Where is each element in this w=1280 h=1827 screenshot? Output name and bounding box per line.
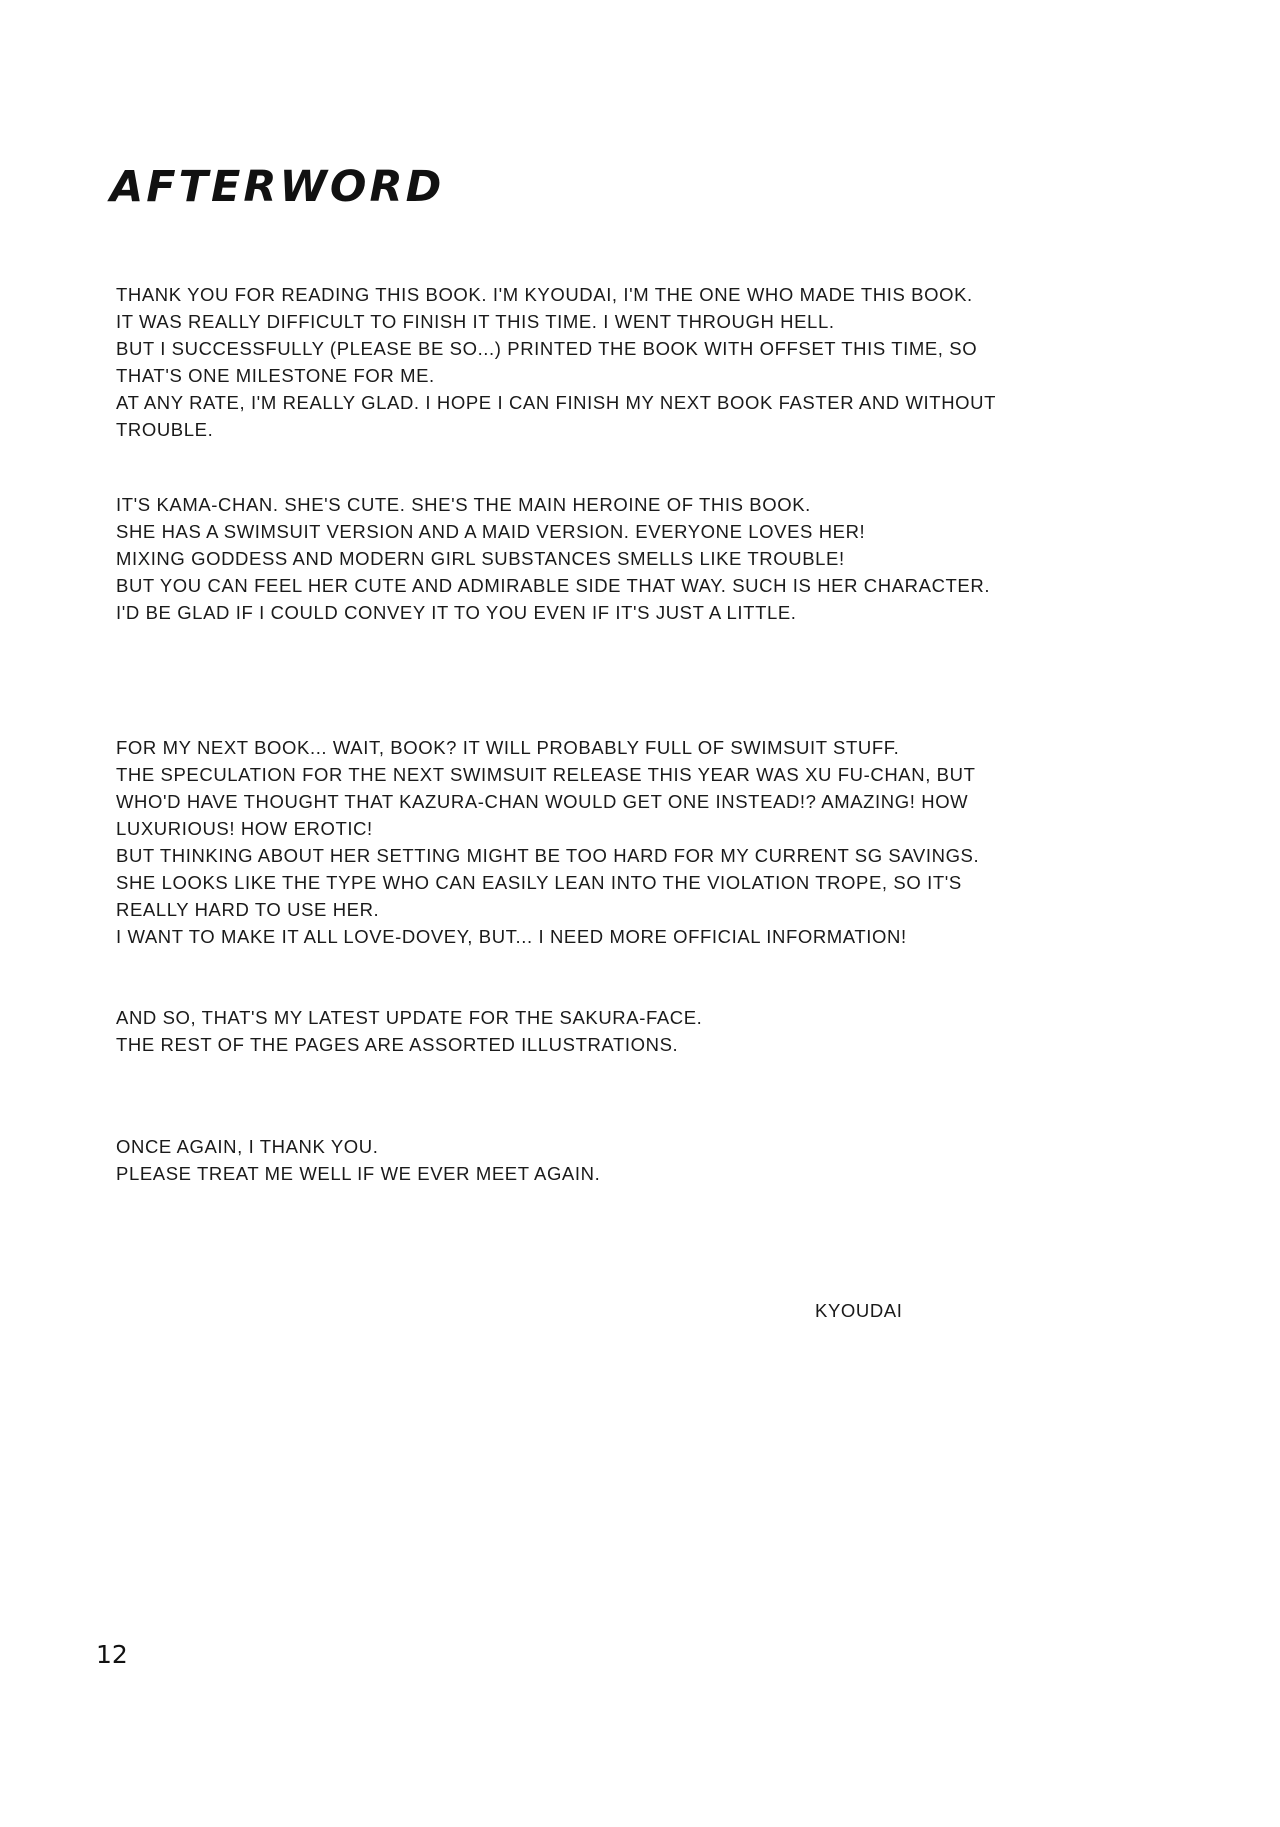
author-signature: KYOUDAI <box>815 1300 903 1321</box>
text-line: SHE LOOKS LIKE THE TYPE WHO CAN EASILY LEAN INTO THE VIOLATION TROPE, SO IT'S <box>116 872 962 893</box>
text-line: BUT YOU CAN FEEL HER CUTE AND ADMIRABLE SIDE THAT WAY. SUCH IS HER CHARACTER. <box>116 575 991 596</box>
text-line: WHO'D HAVE THOUGHT THAT KAZURA-CHAN WOULD GET ONE INSTEAD!? AMAZING! HOW <box>116 791 969 812</box>
text-line: BUT I SUCCESSFULLY (PLEASE BE SO...) PRINTED THE BOOK WITH OFFSET THIS TIME, SO <box>116 338 978 359</box>
text-line: IT WAS REALLY DIFFICULT TO FINISH IT THIS TIME. I WENT THROUGH HELL. <box>116 311 835 332</box>
text-line: I WANT TO MAKE IT ALL LOVE-DOVEY, BUT... I NEED MORE OFFICIAL INFORMATION! <box>116 926 907 947</box>
text-line: THE SPECULATION FOR THE NEXT SWIMSUIT RELEASE THIS YEAR WAS XU FU-CHAN, BUT <box>116 764 976 785</box>
text-line: AND SO, THAT'S MY LATEST UPDATE FOR THE SAKURA-FACE. <box>116 1007 703 1028</box>
text-line: PLEASE TREAT ME WELL IF WE EVER MEET AGAIN. <box>116 1163 601 1184</box>
text-line: TROUBLE. <box>116 419 214 440</box>
paragraph-thanks <box>116 281 996 443</box>
paragraph-closing <box>116 1133 600 1187</box>
text-line: BUT THINKING ABOUT HER SETTING MIGHT BE TOO HARD FOR MY CURRENT SG SAVINGS. <box>116 845 980 866</box>
text-line: MIXING GODDESS AND MODERN GIRL SUBSTANCES SMELLS LIKE TROUBLE! <box>116 548 845 569</box>
text-line: IT'S KAMA-CHAN. SHE'S CUTE. SHE'S THE MAIN HEROINE OF THIS BOOK. <box>116 494 811 515</box>
paragraph-heroine <box>116 491 990 626</box>
text-line: I'D BE GLAD IF I COULD CONVEY IT TO YOU EVEN IF IT'S JUST A LITTLE. <box>116 602 797 623</box>
text-line: LUXURIOUS! HOW EROTIC! <box>116 818 373 839</box>
text-line: ONCE AGAIN, I THANK YOU. <box>116 1136 379 1157</box>
page-title: AFTERWORD <box>110 162 445 212</box>
paragraph-update <box>116 1004 702 1058</box>
page-number: 12 <box>96 1640 128 1669</box>
text-line: FOR MY NEXT BOOK... WAIT, BOOK? IT WILL PROBABLY FULL OF SWIMSUIT STUFF. <box>116 737 900 758</box>
paragraph-next-book <box>116 734 979 950</box>
text-line: REALLY HARD TO USE HER. <box>116 899 380 920</box>
text-line: THAT'S ONE MILESTONE FOR ME. <box>116 365 435 386</box>
text-line: SHE HAS A SWIMSUIT VERSION AND A MAID VERSION. EVERYONE LOVES HER! <box>116 521 866 542</box>
text-line: THE REST OF THE PAGES ARE ASSORTED ILLUSTRATIONS. <box>116 1034 679 1055</box>
text-line: THANK YOU FOR READING THIS BOOK. I'M KYOUDAI, I'M THE ONE WHO MADE THIS BOOK. <box>116 284 973 305</box>
text-line: AT ANY RATE, I'M REALLY GLAD. I HOPE I CAN FINISH MY NEXT BOOK FASTER AND WITHOUT <box>116 392 997 413</box>
